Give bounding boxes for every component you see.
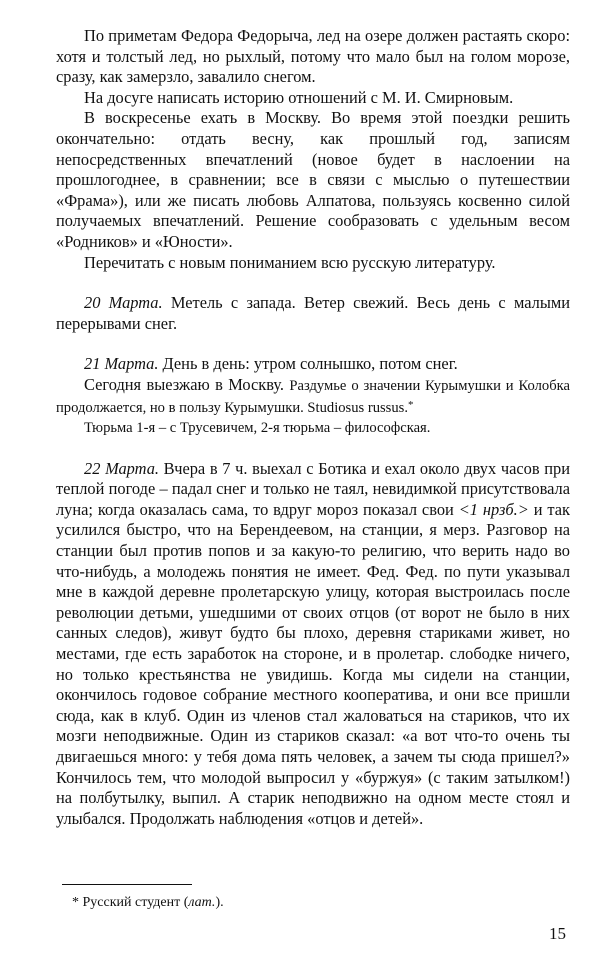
illegible-note: <1 нрзб.> — [458, 499, 529, 519]
paragraph-leaving-for-moscow — [56, 375, 570, 418]
page-number: 15 — [549, 924, 566, 943]
footnote-lang: лат. — [188, 895, 216, 910]
entry-march-20 — [56, 293, 570, 334]
paragraph-moscow-trip: В воскресенье ехать в Москву. Во время этой поездки решить окончательно: отдать весну, как прошлый год, записям непосредственных впечатлений (новое будет в наслоении на прошлогоднее, в сравнении; все в связи с мыслью о путешествии «Фрама»), или же писать любовь Алпатова, пользуясь косвенно силой получаемых впечатлений. Решение сообразовать с удельным весом «Родников» и «Юности». — [56, 108, 570, 251]
footnote-close: ). — [215, 895, 224, 910]
paragraph-ice-thaw: По приметам Федора Федорыча, лед на озере должен растаять скоро: хотя и толстый лед, но рыхлый, потому что мало был на голом морозе, сразу, как замерзло, завалило снегом. — [56, 26, 570, 87]
entry-text-small: Раздумье о значении Курымушки и Колобка продолжается, но в пользу Курымушки. Studiosus russus. — [56, 377, 570, 416]
entry-text: Метель с запада. Ветер свежий. Весь день с малыми перерывами снег. — [56, 293, 570, 333]
entry-text: Сегодня выезжаю в Москву. — [84, 374, 290, 394]
paragraph-prisons: Тюрьма 1-я – с Трусевичем, 2-я тюрьма – философская. — [84, 420, 431, 437]
footnote-reference: * — [408, 398, 414, 411]
paragraph-reread-literature: Перечитать с новым пониманием всю русскую литературу. — [84, 252, 496, 272]
entry-march-22 — [56, 459, 570, 830]
entry-text: День в день: утром солнышко, потом снег. — [158, 354, 458, 374]
paragraph-smirnov-history: На досуге написать историю отношений с М. И. Смирновым. — [84, 87, 514, 107]
entry-march-21 — [56, 354, 570, 375]
entry-text: и так усилился быстро, что на Берендеевом, на станции, я мерз. Разговор на станции был против попов и за какую-то религию, что верить надо во что-нибудь, а молодежь понятия не имеет. Фед. Фед. по пути указывал мне в каждой деревне пролетарскую улицу, которая выстроилась после революции детьми, ушедшими от своих отцов (от ворот не было в них санных следов), живут будто бы плохо, деревня стариками живет, но местами, где есть заработок на стороне, и в пролетар. слободке ничего, но только крестьянства не увидишь. Когда мы сидели на станции, окончилось годовое собрание местного кооператива, и они все пришли сюда, как в клуб. Один из членов стал жаловаться на стариков, что их мозги неподвижные. Один из стариков сказал: «а вот что-то очень ты двигаешься много: у тебя дома пять человек, а зачем ты сюда пришел?» Кончилось тем, что молодой выпросил у «буржуя» (с таким затылком!) на полбутылку, выпил. А старик неподвижно на одном месте стоял и улыбался. Продолжать наблюдения «отцов и детей». — [56, 499, 570, 828]
entry-text: Вчера в 7 ч. выехал с Ботика и ехал около двух часов при теплой погоде – падал снег и только не таял, невидимкой присутствовала луна; когда оказалась сама, то вдруг мороз показал свои — [56, 458, 570, 519]
entry-date: 20 Марта. — [84, 293, 163, 313]
footnote — [72, 894, 224, 912]
footnote-text: Русский студент ( — [79, 895, 189, 910]
entry-date: 21 Марта. — [84, 354, 159, 374]
entry-date: 22 Марта. — [84, 458, 159, 478]
footnote-divider — [62, 884, 192, 885]
footnote-mark: * — [72, 895, 79, 910]
